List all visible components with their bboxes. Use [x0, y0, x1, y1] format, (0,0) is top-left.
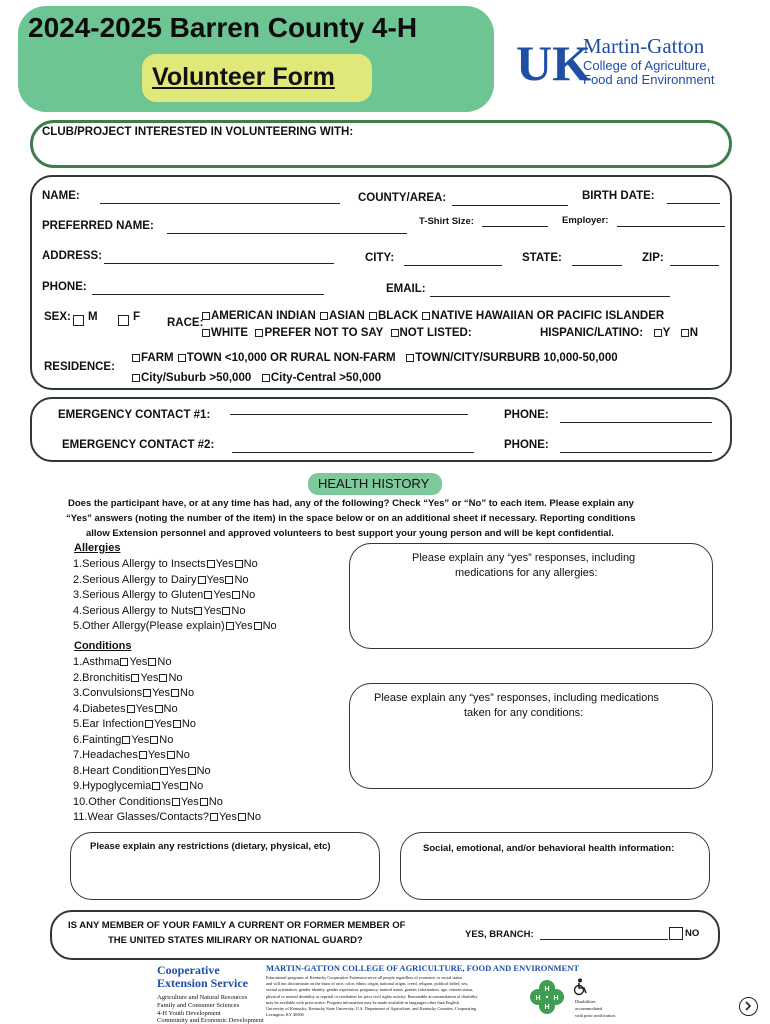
- residence-row-1: [131, 352, 618, 364]
- conditions-item-label: 1.Asthma: [73, 656, 120, 668]
- conditions-item-label: 11.Wear Glasses/Contacts?: [73, 811, 209, 823]
- sex-m-label: M: [88, 311, 98, 323]
- conditions-yes-label: Yes: [147, 749, 166, 761]
- form-title: 2024-2025 Barren County 4-H: [28, 12, 418, 43]
- conditions-no-label: No: [168, 671, 183, 684]
- conditions-no-label: No: [175, 749, 190, 761]
- sex-label: SEX:: [44, 311, 71, 323]
- conditions-yes-label: Yes: [129, 656, 148, 668]
- conditions-yes-label: Yes: [161, 780, 180, 792]
- conditions-yes-label: Yes: [180, 795, 199, 808]
- state-field[interactable]: [572, 265, 622, 266]
- allergy-explain-1: Please explain any “yes” responses, including: [412, 552, 636, 564]
- conditions-item: [73, 810, 261, 826]
- race-ai-checkbox[interactable]: [202, 312, 210, 320]
- race-nl-checkbox[interactable]: [391, 329, 399, 337]
- allergies-yes-checkbox[interactable]: [207, 560, 215, 568]
- emergency-1-phone-field[interactable]: [560, 422, 712, 423]
- emergency-1-phone-label: PHONE:: [504, 409, 549, 421]
- address-field[interactable]: [104, 263, 334, 264]
- conditions-no-label: No: [181, 718, 196, 730]
- allergies-yes-label: Yes: [206, 573, 225, 586]
- health-intro-1: Does the participant have, or at any time has had, any of the following? Check “Yes” or “No” to each item. Please explain any: [68, 498, 634, 509]
- preferred-label: PREFERRED NAME:: [42, 220, 154, 232]
- conditions-no-checkbox[interactable]: [173, 720, 181, 728]
- conditions-yes-label: Yes: [140, 671, 159, 684]
- city-label: CITY:: [365, 252, 395, 264]
- allergy-explain-2: medications for any allergies:: [455, 567, 598, 579]
- ces-unit-2: Family and Consumer Sciences: [157, 1002, 240, 1009]
- name-field[interactable]: [100, 203, 340, 204]
- email-label: EMAIL:: [386, 283, 426, 295]
- residence-row-2: [131, 372, 381, 384]
- conditions-item: [73, 717, 261, 733]
- hispanic-y-checkbox[interactable]: [654, 329, 662, 337]
- emergency-2-field[interactable]: [232, 452, 474, 453]
- ces-title-2: Extension Service: [157, 976, 248, 990]
- allergies-no-checkbox[interactable]: [222, 607, 230, 615]
- allergies-item: [73, 604, 277, 620]
- race-nh-checkbox[interactable]: [422, 312, 430, 320]
- allergies-no-label: No: [234, 573, 249, 586]
- accessibility-icon: [573, 978, 589, 1001]
- phone-label: PHONE:: [42, 281, 87, 293]
- fine-7: Lexington, KY 40506: [266, 1012, 304, 1018]
- allergies-item-label: 4.Serious Allergy to Nuts: [73, 604, 194, 617]
- military-yes-label: YES, BRANCH:: [465, 929, 534, 940]
- emergency-1-label: EMERGENCY CONTACT #1:: [58, 409, 211, 421]
- conditions-no-checkbox[interactable]: [150, 736, 158, 744]
- hispanic-label: HISPANIC/LATINO:: [540, 327, 644, 339]
- res-farm-label: FARM: [141, 352, 174, 364]
- conditions-no-checkbox[interactable]: [171, 689, 179, 697]
- race-pnts-label: PREFER NOT TO SAY: [264, 327, 384, 339]
- res-ts-label: TOWN/CITY/SURBURB 10,000-50,000: [415, 352, 618, 364]
- employer-field[interactable]: [617, 226, 725, 227]
- conditions-no-label: No: [159, 733, 174, 746]
- allergies-no-label: No: [243, 558, 258, 570]
- club-label: CLUB/PROJECT INTERESTED IN VOLUNTEERING WITH:: [42, 126, 354, 138]
- conditions-yes-label: Yes: [153, 718, 172, 730]
- res-farm-checkbox[interactable]: [132, 354, 140, 362]
- org-college: College of Agriculture,: [583, 58, 711, 73]
- sex-m-checkbox[interactable]: [73, 311, 84, 329]
- svg-text:H: H: [544, 1004, 550, 1011]
- allergies-no-label: No: [262, 620, 277, 632]
- conditions-yes-checkbox[interactable]: [139, 751, 147, 759]
- name-label: NAME:: [42, 190, 80, 202]
- tshirt-field[interactable]: [482, 226, 548, 227]
- uk-logo: [516, 35, 591, 91]
- military-no-checkbox[interactable]: [669, 925, 683, 943]
- city-field[interactable]: [404, 265, 502, 266]
- conditions-item: [73, 686, 261, 702]
- conditions-no-label: No: [180, 687, 195, 699]
- allergies-yes-label: Yes: [234, 620, 253, 632]
- race-row-2: [201, 327, 472, 339]
- allergies-item-label: 5.Other Allergy(Please explain): [73, 620, 225, 632]
- address-label: ADDRESS:: [42, 250, 103, 262]
- conditions-yes-checkbox[interactable]: [145, 720, 153, 728]
- conditions-item-label: 8.Heart Condition: [73, 764, 159, 777]
- svg-text:H: H: [544, 986, 550, 993]
- employer-label: Employer:: [562, 215, 609, 226]
- conditions-yes-label: Yes: [131, 733, 150, 746]
- allergies-item-label: 3.Serious Allergy to Gluten: [73, 589, 204, 601]
- emergency-2-phone-label: PHONE:: [504, 439, 549, 451]
- conditions-no-label: No: [208, 795, 223, 808]
- allergies-item-label: 1.Serious Allergy to Insects: [73, 558, 206, 570]
- conditions-item: [73, 733, 261, 749]
- chevron-right-icon: [740, 998, 756, 1014]
- svg-text:H: H: [553, 995, 559, 1002]
- access-note-3: with prior notification.: [575, 1013, 616, 1018]
- conditions-heading: Conditions: [74, 640, 132, 652]
- residence-label: RESIDENCE:: [44, 361, 115, 373]
- restrictions-label: Please explain any restrictions (dietary, physical, etc): [90, 841, 331, 852]
- allergies-list: [73, 557, 277, 635]
- fine-print: [266, 975, 524, 1018]
- conditions-no-label: No: [189, 780, 204, 792]
- health-intro-2: “Yes” answers (noting the number of the item) in the space below or on an additional sheet if necessary. Reporting conditions: [66, 513, 636, 524]
- conditions-item-label: 4.Diabetes: [73, 702, 126, 715]
- tshirt-label: T-Shirt Size:: [419, 216, 474, 227]
- fine-4: physical or mental disability or reprisal or retaliation for prior civil rights activity. Reasonable accommodation of disability: [266, 993, 478, 999]
- state-label: STATE:: [522, 252, 562, 264]
- hispanic-n-checkbox[interactable]: [681, 329, 689, 337]
- conditions-no-label: No: [246, 811, 261, 823]
- conditions-no-label: No: [157, 656, 172, 668]
- conditions-yes-checkbox[interactable]: [131, 674, 139, 682]
- conditions-item-label: 6.Fainting: [73, 733, 122, 746]
- next-page-button[interactable]: [739, 997, 758, 1016]
- conditions-no-checkbox[interactable]: [238, 813, 246, 821]
- allergies-no-label: No: [231, 604, 246, 617]
- fine-6: University of Kentucky, Kentucky State University, U.S. Department of Agriculture, and Kentucky Counties, Cooperating.: [266, 1006, 478, 1012]
- allergies-yes-checkbox[interactable]: [194, 607, 202, 615]
- race-black-label: BLACK: [377, 310, 419, 322]
- county-label: COUNTY/AREA:: [358, 192, 447, 204]
- race-black-checkbox[interactable]: [369, 312, 377, 320]
- allergies-item: [73, 588, 277, 604]
- social-label: Social, emotional, and/or behavioral health information:: [423, 843, 675, 854]
- sex-f-checkbox[interactable]: [118, 311, 129, 329]
- allergies-heading: Allergies: [74, 542, 121, 554]
- race-ai-label: AMERICAN INDIAN: [211, 310, 316, 322]
- health-intro-3: allow Extension personnel and approved volunteers to best support your young person and will be kept confidential.: [86, 528, 614, 539]
- fine-5: may be available with prior notice. Program information may be made available in languages other than English.: [266, 999, 461, 1005]
- race-row-1: [201, 310, 664, 322]
- conditions-item-label: 2.Bronchitis: [73, 671, 131, 684]
- hispanic-y-label: Y: [662, 327, 671, 339]
- preferred-field[interactable]: [167, 233, 407, 234]
- military-question-2: THE UNITED STATES MILIRARY OR NATIONAL GUARD?: [108, 935, 363, 946]
- sex-f-label: F: [133, 311, 141, 323]
- race-nh-label: NATIVE HAWAIIAN OR PACIFIC ISLANDER: [431, 310, 665, 322]
- conditions-yes-label: Yes: [218, 811, 237, 823]
- phone-field[interactable]: [92, 294, 324, 295]
- conditions-yes-checkbox[interactable]: [152, 782, 160, 790]
- race-white-checkbox[interactable]: [202, 329, 210, 337]
- conditions-explain-2: taken for any conditions:: [464, 707, 584, 719]
- conditions-no-checkbox[interactable]: [159, 674, 167, 682]
- allergies-yes-label: Yes: [215, 558, 234, 570]
- conditions-no-checkbox[interactable]: [167, 751, 175, 759]
- birth-label: BIRTH DATE:: [582, 190, 655, 202]
- ces-unit-4: Community and Economic Development: [157, 1017, 264, 1024]
- military-no-label: NO: [685, 928, 700, 939]
- org-name: Martin-Gatton: [583, 34, 705, 58]
- res-town-label: TOWN <10,000 OR RURAL NON-FARM: [186, 352, 396, 364]
- conditions-yes-checkbox[interactable]: [120, 658, 128, 666]
- conditions-item: [73, 795, 261, 811]
- uk-logo-text: UK: [516, 35, 591, 91]
- access-note-2: accommodated: [575, 1006, 603, 1011]
- health-title: HEALTH HISTORY: [318, 476, 430, 491]
- allergies-no-label: No: [241, 589, 256, 601]
- emergency-1-field[interactable]: [230, 414, 468, 415]
- birth-field[interactable]: [667, 203, 720, 204]
- conditions-yes-checkbox[interactable]: [160, 767, 168, 775]
- conditions-explain-1: Please explain any “yes” responses, including medications: [374, 692, 659, 704]
- conditions-item-label: 5.Ear Infection: [73, 718, 144, 730]
- conditions-item-label: 9.Hypoglycemia: [73, 780, 152, 792]
- fine-1: Educational programs of Kentucky Cooperative Extension serve all people regardless of economic or social status: [266, 975, 463, 980]
- conditions-item-label: 3.Convulsions: [73, 687, 143, 699]
- allergies-yes-label: Yes: [213, 589, 232, 601]
- conditions-item: [73, 779, 261, 795]
- fine-3: sexual orientation, gender identity, gender expression, pregnancy, marital status, genetic information, age, veteran status,: [266, 987, 474, 993]
- college-name: MARTIN-GATTON COLLEGE OF AGRICULTURE, FOOD AND ENVIRONMENT: [266, 963, 580, 973]
- allergies-yes-checkbox[interactable]: [226, 622, 234, 630]
- res-ts-checkbox[interactable]: [406, 354, 414, 362]
- conditions-item: [73, 671, 261, 687]
- zip-label: ZIP:: [642, 252, 664, 264]
- fine-2: and will not discriminate on the basis of race, color, ethnic origin, national origin, creed, religion, political belief, sex,: [266, 981, 469, 987]
- conditions-yes-checkbox[interactable]: [172, 798, 180, 806]
- conditions-yes-checkbox[interactable]: [210, 813, 218, 821]
- conditions-no-checkbox[interactable]: [148, 658, 156, 666]
- access-note-1: Disabilities: [575, 999, 596, 1004]
- conditions-list: [73, 655, 261, 826]
- email-field[interactable]: [430, 296, 670, 297]
- conditions-no-label: No: [163, 702, 178, 715]
- race-nl-label: NOT LISTED:: [399, 327, 472, 339]
- form-subtitle: Volunteer Form: [152, 63, 335, 91]
- race-white-label: WHITE: [211, 327, 249, 339]
- allergies-no-checkbox[interactable]: [235, 560, 243, 568]
- org-food: Food and Environment: [583, 72, 715, 87]
- res-city-label: City/Suburb >50,000: [141, 372, 252, 384]
- conditions-item: [73, 748, 261, 764]
- emergency-2-phone-field[interactable]: [560, 452, 712, 453]
- clover-icon: [528, 978, 566, 1021]
- emergency-2-label: EMERGENCY CONTACT #2:: [62, 439, 215, 451]
- hispanic-n-label: N: [689, 327, 699, 339]
- ces-unit-1: Agriculture and Natural Resources: [157, 994, 248, 1001]
- military-question-1: IS ANY MEMBER OF YOUR FAMILY A CURRENT OR FORMER MEMBER OF: [68, 920, 406, 931]
- conditions-yes-label: Yes: [135, 702, 154, 715]
- allergies-no-checkbox[interactable]: [254, 622, 262, 630]
- conditions-item: [73, 764, 261, 780]
- allergies-item: [73, 573, 277, 589]
- allergies-item-label: 2.Serious Allergy to Dairy: [73, 573, 197, 586]
- conditions-item: [73, 655, 261, 671]
- conditions-item: [73, 702, 261, 718]
- res-central-label: City-Central >50,000: [270, 372, 382, 384]
- res-central-checkbox[interactable]: [262, 374, 270, 382]
- conditions-no-checkbox[interactable]: [180, 782, 188, 790]
- conditions-no-label: No: [196, 764, 211, 777]
- ces-title-1: Cooperative: [157, 963, 220, 977]
- zip-field[interactable]: [670, 265, 719, 266]
- allergies-no-checkbox[interactable]: [225, 576, 233, 584]
- county-field[interactable]: [452, 205, 568, 206]
- military-branch-field[interactable]: [540, 939, 668, 940]
- conditions-no-checkbox[interactable]: [200, 798, 208, 806]
- race-pnts-checkbox[interactable]: [255, 329, 263, 337]
- ces-unit-3: 4-H Youth Development: [157, 1010, 221, 1017]
- conditions-no-checkbox[interactable]: [188, 767, 196, 775]
- conditions-yes-label: Yes: [168, 764, 187, 777]
- conditions-yes-checkbox[interactable]: [127, 705, 135, 713]
- allergies-item: [73, 619, 277, 635]
- allergies-no-checkbox[interactable]: [232, 591, 240, 599]
- res-town-checkbox[interactable]: [178, 354, 186, 362]
- conditions-no-checkbox[interactable]: [155, 705, 163, 713]
- race-asian-checkbox[interactable]: [320, 312, 328, 320]
- race-asian-label: ASIAN: [328, 310, 365, 322]
- conditions-yes-checkbox[interactable]: [143, 689, 151, 697]
- race-label: RACE:: [167, 317, 204, 329]
- allergies-yes-checkbox[interactable]: [204, 591, 212, 599]
- hispanic-row: [540, 327, 698, 339]
- allergies-item: [73, 557, 277, 573]
- allergies-yes-checkbox[interactable]: [198, 576, 206, 584]
- res-city-checkbox[interactable]: [132, 374, 140, 382]
- conditions-item-label: 10.Other Conditions: [73, 795, 171, 808]
- conditions-item-label: 7.Headaches: [73, 749, 138, 761]
- conditions-yes-checkbox[interactable]: [122, 736, 130, 744]
- allergies-yes-label: Yes: [203, 604, 222, 617]
- conditions-yes-label: Yes: [152, 687, 171, 699]
- svg-text:H: H: [535, 995, 541, 1002]
